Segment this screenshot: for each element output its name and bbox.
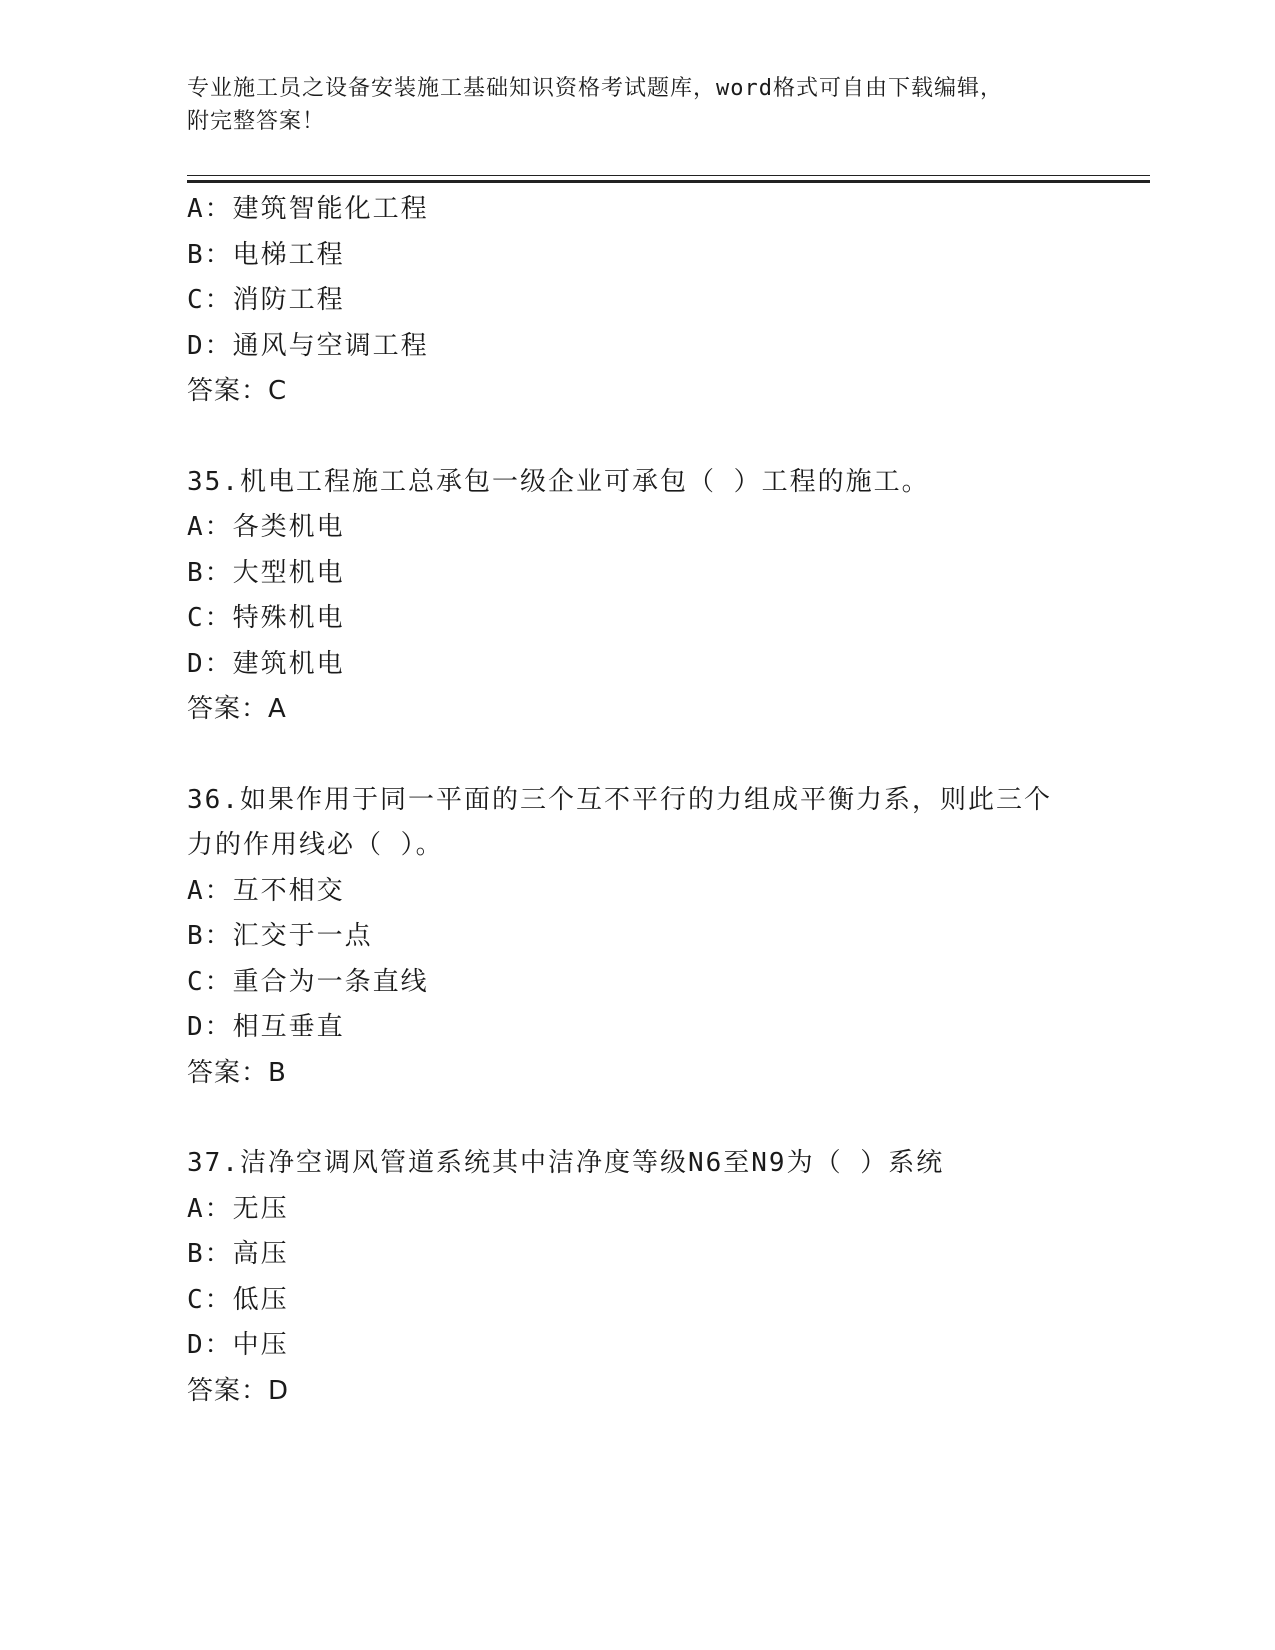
header-line-1: 专业施工员之设备安装施工基础知识资格考试题库，word格式可自由下载编辑， [187, 76, 1003, 101]
option-c: C：特殊机电 [187, 603, 345, 633]
question-block-36 [187, 778, 1087, 1097]
header-divider-thick [187, 180, 1150, 183]
question-text: 35.机电工程施工总承包一级企业可承包（ ）工程的施工。 [187, 466, 930, 497]
question-text: 36.如果作用于同一平面的三个互不平行的力组成平衡力系，则此三个 [187, 784, 1052, 815]
question-text: 37.洁净空调风管道系统其中洁净度等级N6至N9为（ ）系统 [187, 1148, 945, 1178]
option-b: B：电梯工程 [187, 239, 345, 270]
question-block-37 [187, 1141, 1087, 1414]
option-a: A：各类机电 [187, 512, 345, 542]
answer-line: 答案：C [187, 376, 288, 406]
option-d: D：建筑机电 [187, 648, 345, 679]
option-d: D：相互垂直 [187, 1012, 345, 1042]
option-a: A：建筑智能化工程 [187, 194, 429, 224]
option-b: B：汇交于一点 [187, 921, 373, 951]
question-block-35 [187, 460, 1087, 733]
question-list [187, 187, 1087, 1414]
option-b: B：大型机电 [187, 557, 345, 588]
option-a: A：互不相交 [187, 875, 345, 906]
question-block-34 [187, 187, 1087, 415]
answer-line: 答案：D [187, 1375, 290, 1406]
option-c: C：重合为一条直线 [187, 966, 429, 997]
option-d: D：通风与空调工程 [187, 330, 429, 361]
question-text-continued: 力的作用线必（ ）。 [187, 830, 444, 860]
option-b: B：高压 [187, 1239, 289, 1269]
document-header [187, 72, 1067, 138]
answer-line: 答案：A [187, 694, 287, 724]
option-c: C：消防工程 [187, 285, 345, 315]
option-a: A：无压 [187, 1193, 289, 1224]
option-d: D：中压 [187, 1330, 289, 1360]
header-divider-thin [187, 175, 1150, 176]
header-line-2: 附完整答案！ [187, 109, 326, 134]
option-c: C：低压 [187, 1284, 289, 1315]
answer-line: 答案：B [187, 1057, 287, 1088]
